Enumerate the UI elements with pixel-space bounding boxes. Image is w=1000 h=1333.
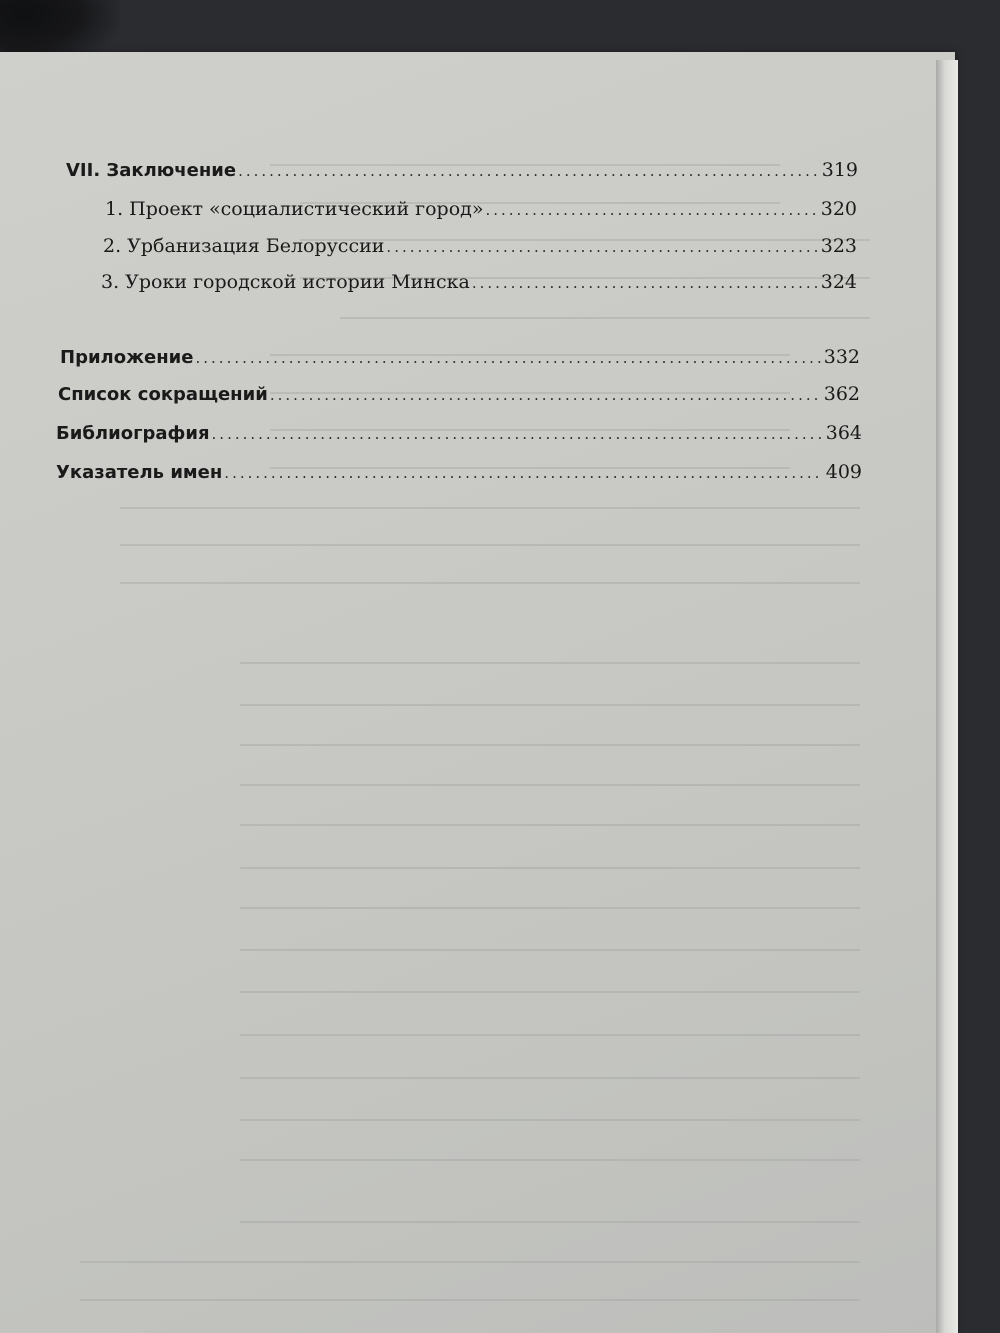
toc-entry-abbreviations	[58, 382, 860, 407]
toc-page-number: 332	[823, 346, 860, 368]
toc-leader-dots	[238, 159, 820, 183]
toc-leader-dots	[212, 422, 824, 446]
toc-entry-name-index	[56, 460, 862, 485]
toc-label: 2. Урбанизация Белоруссии	[103, 235, 385, 257]
toc-label: Приложение	[60, 347, 194, 368]
toc-label: 3. Уроки городской истории Минска	[101, 271, 470, 293]
toc-page-number: 319	[821, 159, 858, 181]
toc-entry-bibliography	[56, 421, 862, 446]
toc-entry-conclusion	[66, 158, 858, 183]
toc-entry-minsk-lessons	[101, 270, 857, 295]
toc-page-number: 323	[820, 235, 857, 257]
toc-label: Библиография	[56, 423, 210, 444]
toc-label: 1. Проект «социалистический город»	[105, 198, 484, 220]
toc-leader-dots	[386, 235, 818, 259]
toc-page-number: 362	[823, 383, 860, 405]
toc-label: Список сокращений	[58, 384, 268, 405]
toc-label: Указатель имен	[56, 462, 223, 483]
toc-label: VII. Заключение	[66, 160, 237, 181]
toc-page-number: 324	[820, 271, 857, 293]
toc-leader-dots	[196, 346, 822, 370]
toc-leader-dots	[485, 198, 818, 222]
page-edge	[936, 60, 958, 1333]
toc-leader-dots	[224, 461, 823, 485]
toc-page-number: 364	[825, 422, 862, 444]
toc-entry-appendix	[60, 345, 860, 370]
toc-page-number: 320	[820, 198, 857, 220]
toc-page-number: 409	[825, 461, 862, 483]
toc-leader-dots	[472, 271, 819, 295]
toc-entry-urbanization	[103, 234, 857, 259]
toc-entry-socialist-city	[105, 197, 857, 222]
toc-leader-dots	[270, 383, 822, 407]
